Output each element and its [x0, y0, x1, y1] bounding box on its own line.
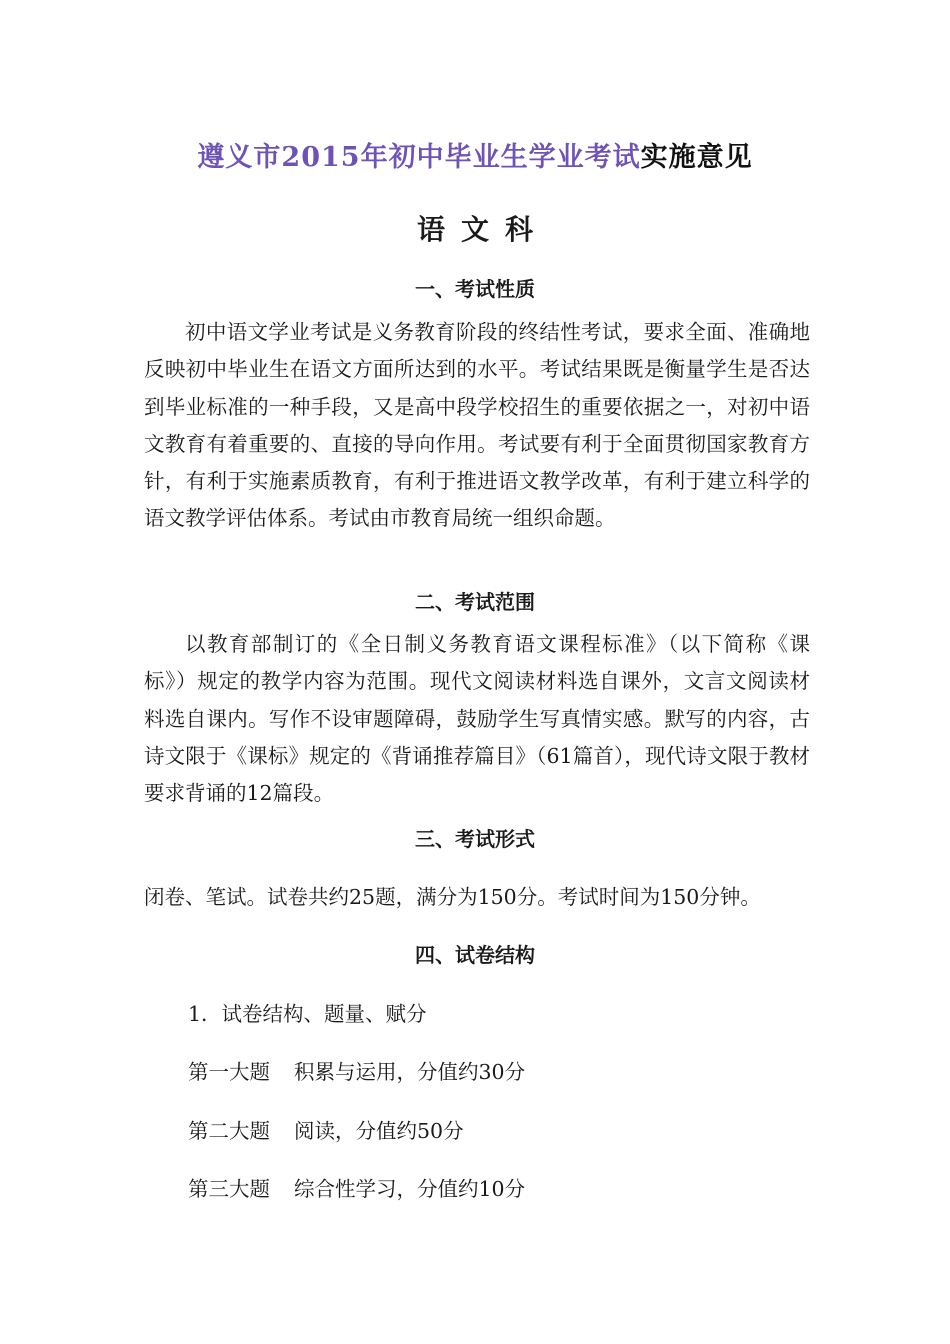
title-highlighted: 遵义市2015年初中毕业生学业考试 — [197, 142, 641, 173]
section-heading-scope: 二、考试范围 — [415, 590, 535, 614]
section-heading-nature: 一、考试性质 — [415, 277, 535, 301]
structure-item-2 — [188, 1113, 464, 1149]
structure-item-3-desc: 综合性学习，分值约10分 — [294, 1177, 526, 1201]
structure-item-1-name: 第一大题 — [188, 1060, 270, 1084]
section-heading-structure: 四、试卷结构 — [415, 943, 535, 967]
structure-item-title: 1．试卷结构、题量、赋分 — [188, 1002, 427, 1026]
subject-title: 语文科 — [416, 213, 549, 246]
structure-item-3 — [188, 1171, 525, 1207]
section-paragraph-scope: 以教育部制订的《全日制义务教育语文课程标准》（以下简称《课标》）规定的教学内容为范围。现代文阅读材料选自课外，文言文阅读材料选自课内。写作不设审题障碍，鼓励学生写真情实感。默写的内容，古诗文限于《课标》规定的《背诵推荐篇目》（61篇首），现代诗文限于教材要求背诵的12篇段。 — [144, 632, 810, 806]
structure-item-1-desc: 积累与运用，分值约30分 — [294, 1060, 526, 1084]
section-heading-format: 三、考试形式 — [415, 827, 535, 851]
structure-item-3-name: 第三大题 — [188, 1177, 270, 1201]
structure-item-2-name: 第二大题 — [188, 1119, 270, 1143]
title-suffix: 实施意见 — [640, 142, 753, 173]
structure-item-1 — [188, 1054, 525, 1090]
section-paragraph-nature: 初中语文学业考试是义务教育阶段的终结性考试，要求全面、准确地反映初中毕业生在语文方面所达到的水平。考试结果既是衡量学生是否达到毕业标准的一种手段，又是高中段学校招生的重要依据之一，对初中语文教育有着重要的、直接的导向作用。考试要有利于全面贯彻国家教育方针，有利于实施素质教育，有利于推进语文教学改革，有利于建立科学的语文教学评估体系。考试由市教育局统一组织命题。 — [144, 320, 810, 531]
document-title — [0, 136, 950, 180]
section-paragraph-format: 闭卷、笔试。试卷共约25题，满分为150分。考试时间为150分钟。 — [144, 885, 761, 909]
structure-item-2-desc: 阅读，分值约50分 — [294, 1119, 464, 1143]
